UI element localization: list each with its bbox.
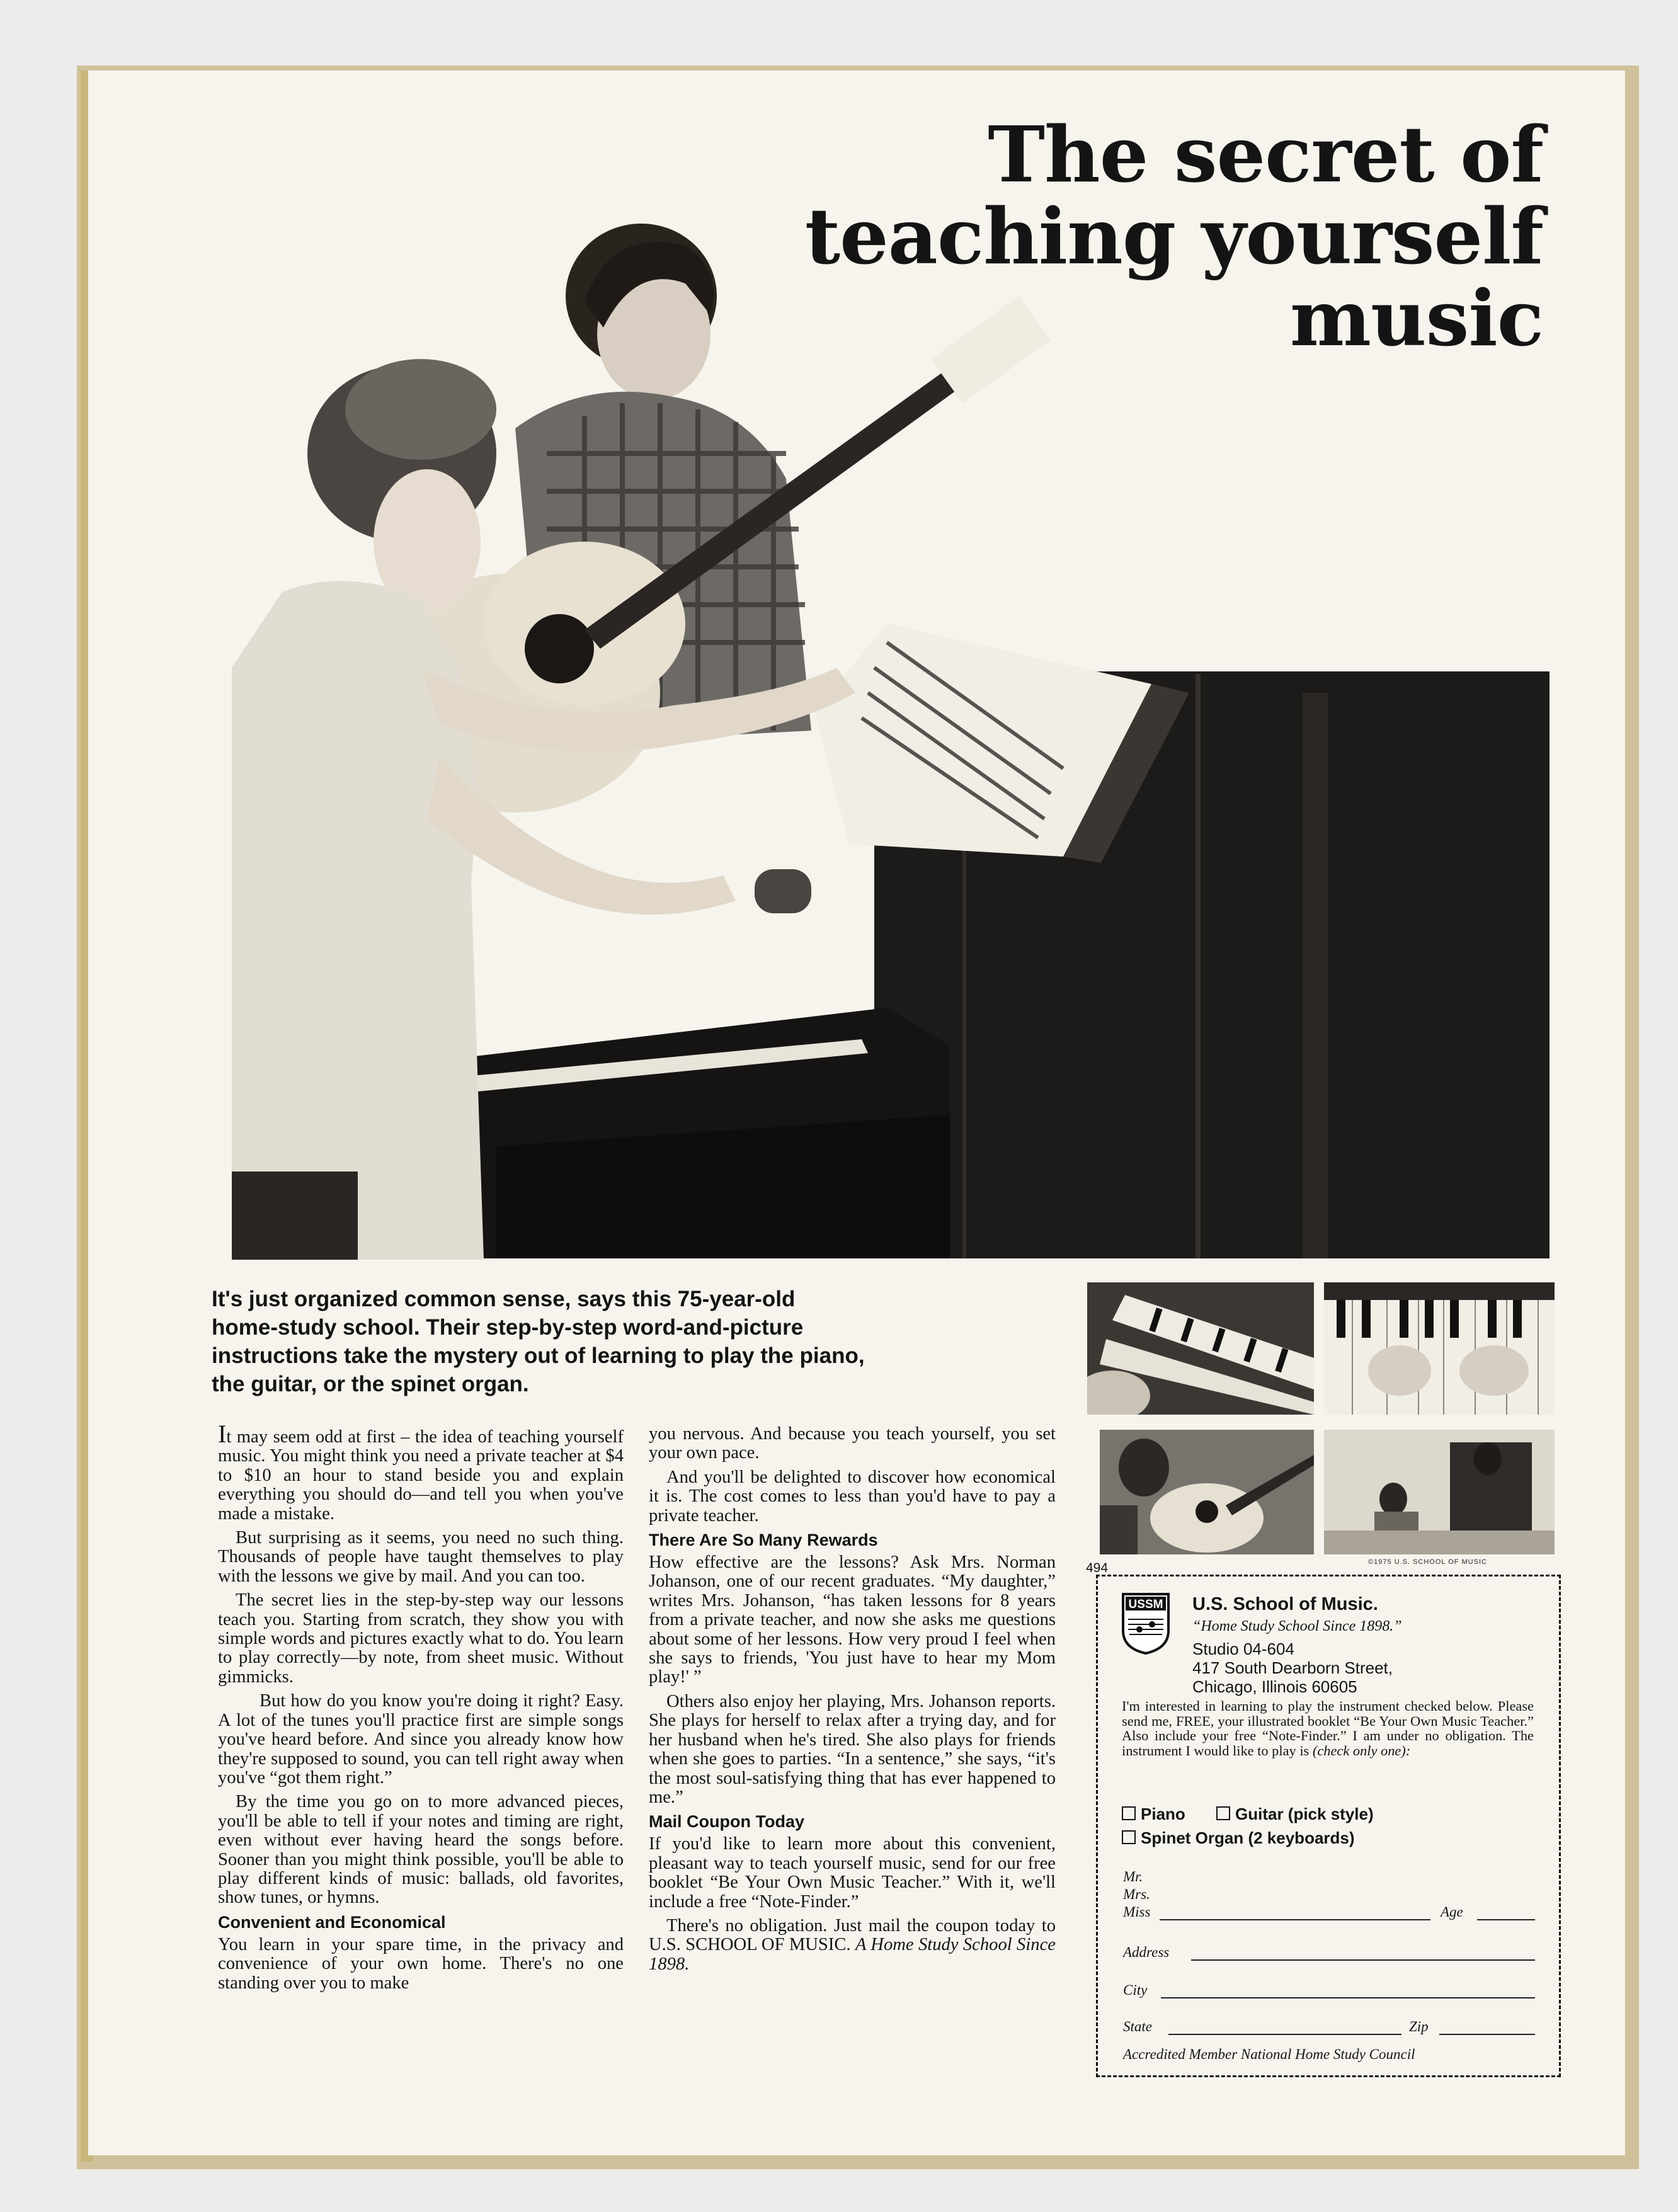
option-piano[interactable] [1122,1804,1185,1824]
intro-line: instructions take the mystery out of learning to play the piano, [212,1343,865,1368]
body-paragraph: And you'll be delighted to discover how economical it is. The cost comes to less than you'd have to pay a private teacher. [649,1467,1056,1525]
coupon-text: I'm interested in learning to play the instrument checked below. Please send me, FREE, your illustrated booklet “Be Your Own Music Teacher.” Also include your free “Note-Finder.” I am under no obligation. The instrument I would like to play is [1122,1698,1534,1759]
coupon-request-text [1122,1699,1534,1758]
page-number: 494 [1086,1561,1109,1575]
option-spinet-organ[interactable] [1122,1828,1355,1848]
city-field[interactable] [1161,1997,1535,1998]
body-paragraph: The secret lies in the step-by-step way our lessons teach you. Starting from scratch, they show you with simple words and pictures exactly what to do. You learn to play correctly—by note, from sheet music. Without gimmicks. [218,1590,624,1687]
body-paragraph: How effective are the lessons? Ask Mrs. Norman Johanson, one of our recent graduates. “My daughter,” writes Mrs. Johanson, “has taken lessons for 8 years from a private teacher, and now she asks me questions about some of her lessons. How very proud I feel when she says to friends, 'You just have to hear my Mom play!' ” [649,1553,1056,1687]
accreditation-note: Accredited Member National Home Study Council [1123,2046,1415,2062]
name-field[interactable] [1160,1919,1430,1920]
label-age: Age [1441,1904,1463,1920]
intro-line: home-study school. Their step-by-step word-and-picture [212,1315,804,1340]
thumb-guitar-player [1100,1430,1314,1554]
headline [781,109,1543,363]
checkbox-icon[interactable] [1122,1806,1136,1820]
body-text: t may seem odd at first – the idea of teaching yourself music. You might think you need a private teacher at $4 to $10 an hour to stand beside you and explain everything you should do—and tell you when you've made a mistake. [218,1427,624,1524]
option-label: Piano [1141,1804,1185,1823]
body-italic-text: A Home Study School Since 1898. [649,1935,1056,1974]
intro-line: It's just organized common sense, says this 75-year-old [212,1287,796,1311]
body-paragraph: Others also enjoy her playing, Mrs. Johanson reports. She plays for herself to relax after a trying day, and for her husband when he's tired. She also plays for friends when she goes to parties. “In a sentence,” she says, “it's the most soul-satisfying thing that has ever happened to me.” [649,1691,1056,1807]
body-column-1 [218,1420,624,1998]
thumb-family-room [1324,1430,1555,1554]
label-mr: Mr. [1123,1869,1143,1884]
label-city: City [1123,1982,1148,1998]
copyright-notice: ©1975 U.S. SCHOOL OF MUSIC [1368,1558,1487,1566]
age-field[interactable] [1477,1919,1535,1920]
coupon-italic-text: (check only one): [1312,1742,1411,1759]
body-paragraph: But how do you know you're doing it right? Easy. A lot of the tunes you'll practice first are simple songs you've heard before. And since you already know how they're supposed to sound, you can tell right away when you've “got them right.” [218,1691,624,1787]
checkbox-icon[interactable] [1122,1830,1136,1844]
ussm-logo-icon [1121,1592,1171,1655]
school-slogan: “Home Study School Since 1898.” [1192,1618,1402,1634]
body-paragraph: By the time you go on to more advanced pieces, you'll be able to tell if your notes and timing are right, even without ever having heard the songs before. Sooner than you might think possible, you'll be able to play different kinds of music: ballads, old favorites, show tunes, or hymns. [218,1792,624,1908]
school-name: U.S. School of Music. [1192,1594,1378,1614]
logo-text: USSM [1128,1598,1163,1611]
studio-line: Studio 04-604 [1192,1639,1294,1658]
headline-line-2: teaching yourself [804,191,1543,282]
label-address: Address [1123,1944,1170,1960]
option-label: Guitar (pick style) [1235,1804,1374,1823]
address-field[interactable] [1191,1959,1535,1961]
body-text: There's no obligation. Just mail the coupon today to U.S. SCHOOL OF MUSIC. [649,1915,1056,1955]
body-paragraph [218,1420,624,1524]
option-label: Spinet Organ (2 keyboards) [1141,1828,1355,1847]
body-column-2 [649,1425,1056,1979]
mail-coupon[interactable] [1096,1575,1561,2077]
body-paragraph [649,1917,1056,1974]
option-guitar[interactable] [1216,1804,1374,1824]
intro-paragraph [212,1285,1030,1398]
body-paragraph: But surprising as it seems, you need no such thing. Thousands of people have taught themselves to play with the lessons we give by mail. And you can too. [218,1528,624,1586]
subhead-mail-coupon: Mail Coupon Today [649,1812,804,1832]
headline-line-3: music [1289,273,1543,363]
body-paragraph: You learn in your spare time, in the privacy and convenience of your own home. There's no one standing over you to make [218,1934,624,1993]
state-field[interactable] [1168,2034,1401,2035]
body-paragraph: you nervous. And because you teach yourself, you set your own pace. [649,1424,1056,1463]
drop-cap: I [218,1420,227,1448]
body-paragraph: If you'd like to learn more about this convenient, pleasant way to teach yourself music, send for our free booklet “Be Your Own Music Teacher.” With it, we'll include a free “Note-Finder.” [649,1834,1056,1912]
headline-line-1: The secret of [988,109,1543,200]
street-line: 417 South Dearborn Street, [1192,1658,1393,1677]
thumb-piano-hands [1324,1282,1555,1415]
label-zip: Zip [1409,2019,1429,2034]
subhead-rewards: There Are So Many Rewards [649,1531,878,1550]
intro-line: the guitar, or the spinet organ. [212,1372,529,1396]
label-mrs: Mrs. [1123,1886,1150,1902]
zip-field[interactable] [1439,2034,1535,2035]
city-line: Chicago, Illinois 60605 [1192,1677,1357,1696]
label-state: State [1123,2019,1152,2034]
checkbox-icon[interactable] [1216,1806,1230,1820]
subhead-convenient: Convenient and Economical [218,1912,446,1932]
thumb-organ-keys [1087,1282,1314,1415]
label-miss: Miss [1123,1904,1151,1920]
